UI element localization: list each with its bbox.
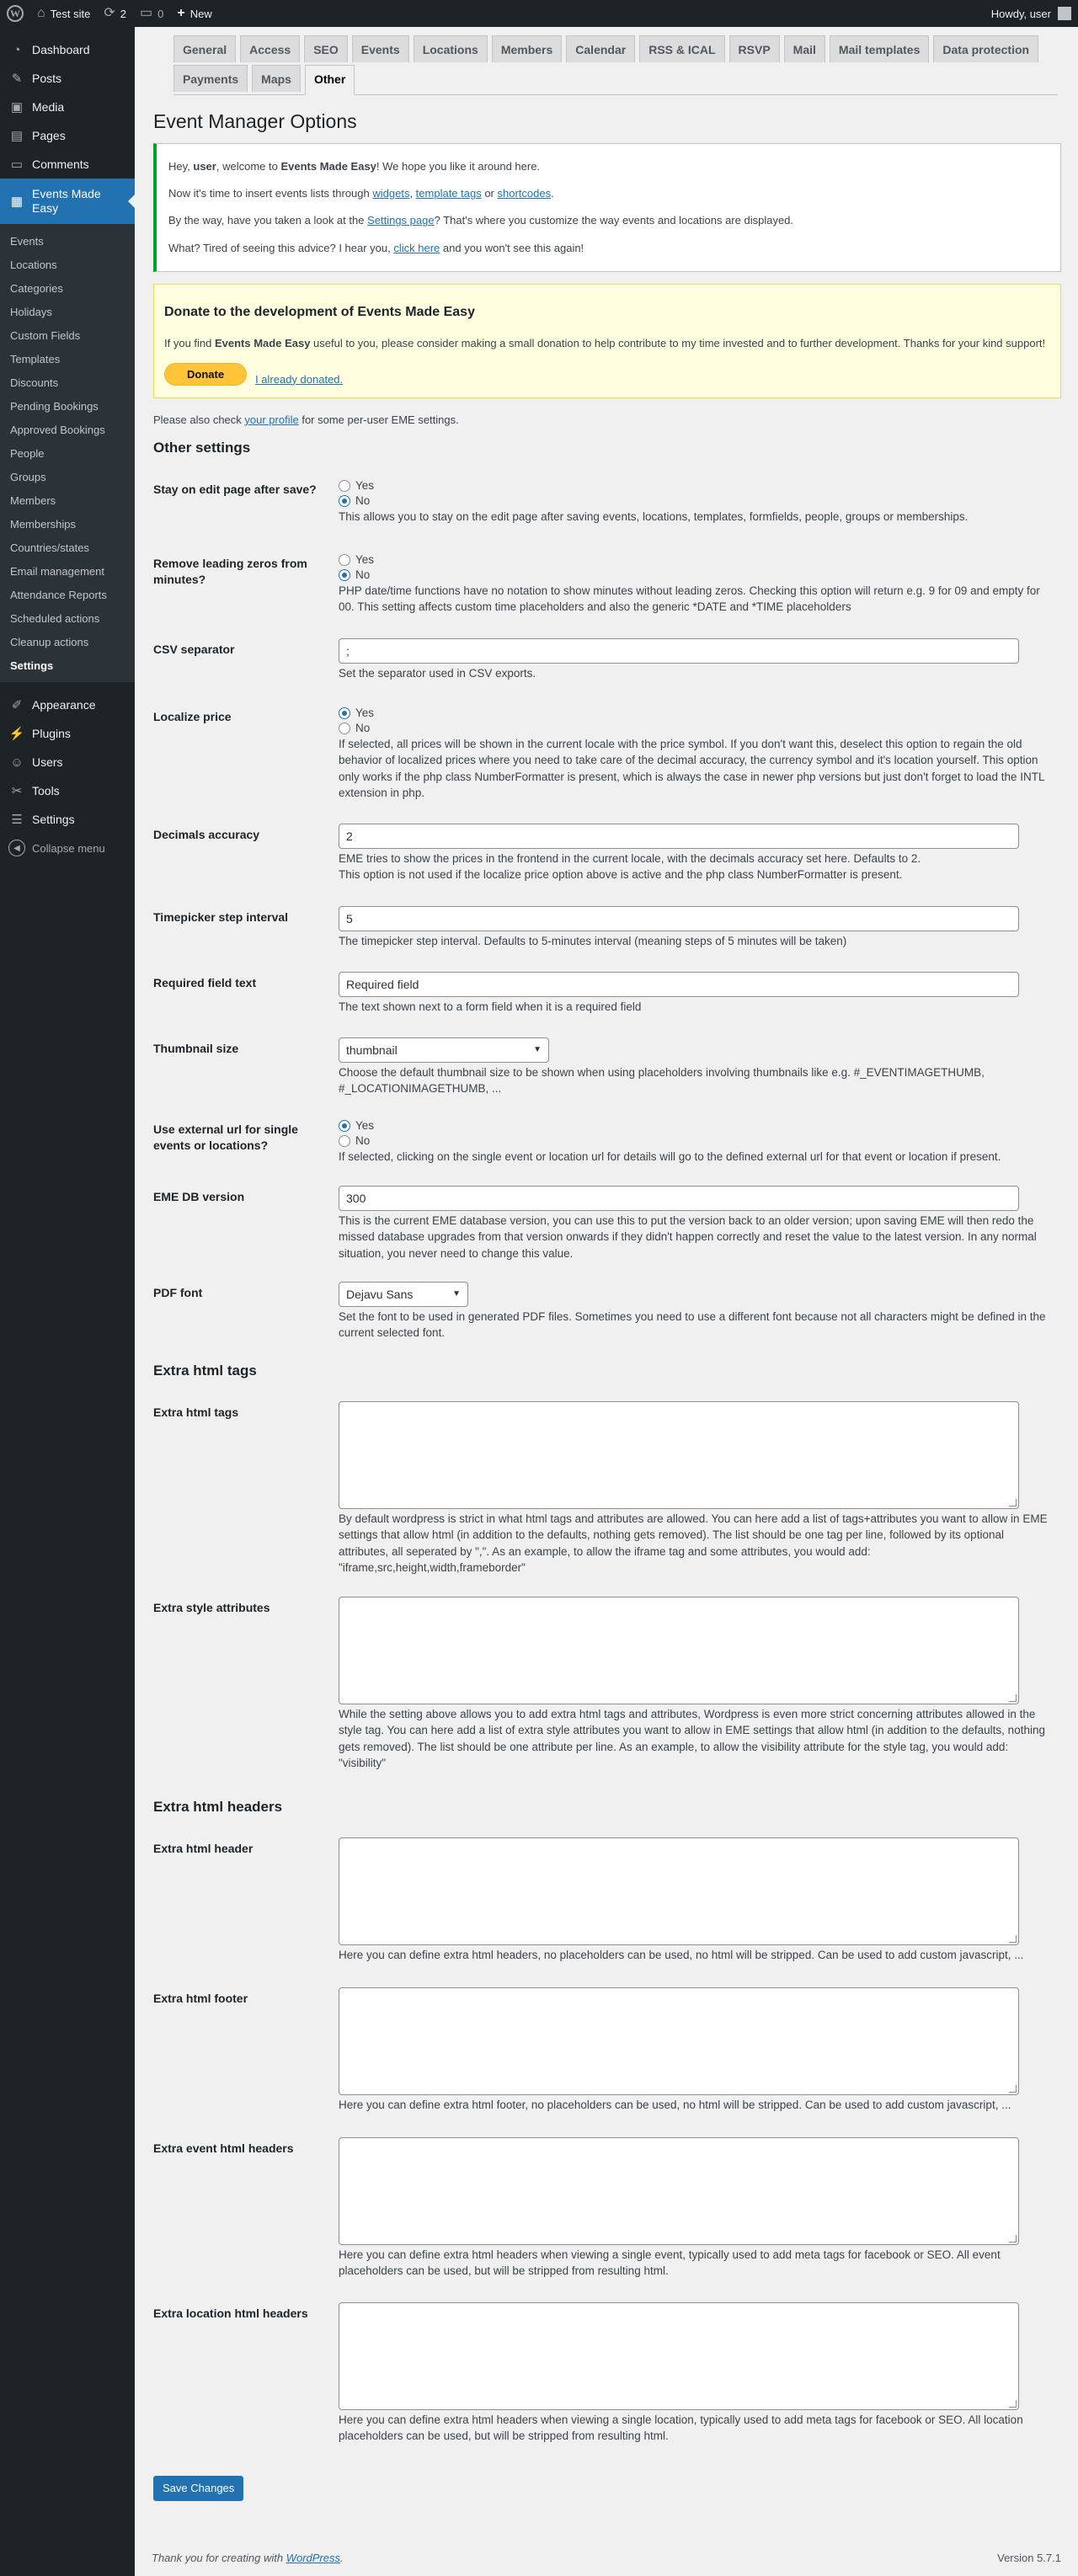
extra-event-headers-textarea[interactable] [339, 2137, 1019, 2245]
extra-location-headers-textarea[interactable] [339, 2302, 1019, 2410]
submenu-item-scheduled-actions[interactable]: Scheduled actions [10, 611, 100, 625]
tab-mail[interactable]: Mail [784, 35, 825, 62]
chevron-down-icon: ▼ [533, 1044, 542, 1054]
thumbnail-size-select[interactable] [339, 1037, 549, 1063]
submenu-item-cleanup-actions[interactable]: Cleanup actions [10, 635, 89, 648]
avatar [1058, 7, 1071, 20]
submenu-item-custom-fields[interactable]: Custom Fields [10, 328, 81, 342]
setting-description: This allows you to stay on the edit page after saving events, locations, templates, formfields, people, groups or memberships. [339, 509, 969, 523]
tab-locations[interactable]: Locations [414, 35, 488, 62]
admin-bar [0, 0, 1078, 27]
setting-extra-html-tags [153, 1395, 1061, 1590]
site-name: Test site [50, 7, 91, 20]
setting-description: Here you can define extra html headers, no placeholders can be used, no html will be stripped. Can be used to add custom javascript, ... [339, 1948, 1024, 1961]
radio-button[interactable] [339, 1120, 350, 1132]
radio-button[interactable] [339, 707, 350, 719]
admin-menu [0, 27, 135, 2576]
wordpress-link[interactable]: WordPress [286, 2552, 340, 2564]
setting-description: The timepicker step interval. Defaults to 5-minutes interval (meaning steps of 5 minutes will be taken) [339, 934, 847, 947]
template-tags-link[interactable]: template tags [415, 187, 482, 200]
radio-button[interactable] [339, 495, 350, 507]
page-title: Event Manager Options [153, 110, 357, 132]
other-settings-heading: Other settings [153, 439, 251, 456]
tab-access[interactable]: Access [240, 35, 300, 62]
timepicker-step-input[interactable]: 5 [339, 906, 1019, 931]
submenu-item-templates[interactable]: Templates [10, 352, 61, 365]
setting-label: Localize price [153, 709, 232, 723]
menu-plugins[interactable] [0, 719, 135, 748]
comment-icon: ▭ [10, 157, 24, 172]
menu-dashboard[interactable] [0, 35, 135, 64]
setting-csv-separator [153, 632, 1061, 699]
setting-localize-price [153, 699, 1061, 817]
wrench-icon: ✂ [11, 784, 23, 798]
tab-data-protection[interactable]: Data protection [933, 35, 1038, 62]
csv-separator-input[interactable]: ; [339, 638, 1019, 664]
my-account-link[interactable] [985, 0, 1078, 27]
setting-description: This option is not used if the localize price option above is active and the php class NumberFormatter is present. [339, 868, 903, 882]
setting-label: Required field text [153, 975, 257, 989]
settings-page-link[interactable]: Settings page [367, 214, 435, 227]
new-content-link[interactable] [170, 0, 218, 27]
tab-calendar[interactable]: Calendar [566, 35, 635, 62]
setting-leading-zeros [153, 546, 1061, 632]
radio-button[interactable] [339, 480, 350, 492]
welcome-line-1: Hey, user, welcome to Events Made Easy! We hope you like it around here. [168, 160, 541, 173]
extra-html-tags-heading: Extra html tags [153, 1362, 257, 1379]
setting-label: PDF font [153, 1285, 203, 1299]
media-icon: ▣ [10, 100, 24, 115]
comment-icon: ▭ [140, 6, 153, 20]
options-tabs [173, 27, 1058, 95]
extra-html-tags-textarea[interactable] [339, 1401, 1019, 1509]
site-name-link[interactable] [30, 0, 97, 27]
external-url-yes-radio[interactable]: Yes [339, 1118, 1054, 1133]
submenu-item-locations[interactable]: Locations [10, 258, 57, 271]
external-url-no-radio[interactable]: No [339, 1133, 1054, 1149]
footer-thanks: Thank you for creating with WordPress. [152, 2552, 344, 2564]
setting-description: EME tries to show the prices in the frontend in the current locale, with the decimals accuracy set here. Defaults to 2. [339, 851, 921, 865]
submenu-item-groups[interactable]: Groups [10, 470, 46, 483]
plugin-icon: ⚡ [8, 727, 25, 741]
widgets-link[interactable]: widgets [372, 187, 410, 200]
page-icon: ▤ [10, 129, 24, 143]
menu-label: Settings [32, 813, 75, 826]
menu-label: Comments [32, 157, 89, 171]
tab-events[interactable]: Events [352, 35, 409, 62]
menu-label: Users [32, 755, 63, 769]
new-label: New [189, 7, 212, 20]
setting-label: Extra style attributes [153, 1600, 270, 1614]
setting-db-version [153, 1179, 1061, 1275]
save-changes-button[interactable]: Save Changes [153, 2476, 243, 2501]
setting-label: Extra html tags [153, 1405, 239, 1419]
updates-link[interactable] [97, 0, 133, 27]
setting-description: PHP date/time functions have no notation to show minutes without leading zeros. Checking this option will return e.g. 9 for 09 and empty for 00. This setting affects custom time placeholders and also the generic *DATE and *TIME placeholders [339, 584, 1040, 614]
setting-extra-style-attributes [153, 1590, 1061, 1785]
donate-button[interactable]: Donate [164, 363, 247, 386]
setting-description: Here you can define extra html footer, no placeholders can be used, no html will be stripped. Can be used to add custom javascript, ... [339, 2098, 1011, 2111]
events-made-easy-submenu [0, 224, 135, 682]
wordpress-icon: W [7, 5, 24, 22]
welcome-line-3: By the way, have you taken a look at the Settings page? That's where you customize the way events and locations are displayed. [168, 214, 794, 227]
menu-label: Media [32, 100, 65, 114]
menu-media[interactable] [0, 93, 135, 121]
setting-label: Extra location html headers [153, 2306, 308, 2320]
setting-description: Here you can define extra html headers when viewing a single event, typically used to add meta tags for facebook or SEO. All event placeholders can be used, but will be stripped from resulting html. [339, 2248, 1001, 2278]
tab-mail-templates[interactable]: Mail templates [830, 35, 929, 62]
setting-label: CSV separator [153, 642, 235, 656]
your-profile-link[interactable]: your profile [244, 413, 299, 426]
setting-description: If selected, all prices will be shown in the current locale with the price symbol. If you don't want this, deselect this option to regain the old behavior of localized prices where you need to take care of the decimal accuracy, the currency symbol and it's location yourself. This option only works if the php class NumberFormatter is present, which is always the case in newer php versions but just don't forget to load the INTL extension in php. [339, 737, 1044, 800]
setting-label: Timepicker step interval [153, 909, 289, 924]
tab-maps[interactable]: Maps [252, 65, 301, 92]
localize-price-yes-radio[interactable]: Yes [339, 706, 1054, 721]
settings-icon: ☰ [11, 813, 23, 827]
welcome-notice [153, 143, 1061, 272]
setting-label: Stay on edit page after save? [153, 482, 317, 496]
menu-events-made-easy[interactable] [0, 179, 135, 224]
menu-label: Events Made Easy [32, 186, 101, 215]
setting-extra-event-headers [153, 2131, 1061, 2296]
menu-label: Dashboard [32, 43, 90, 56]
dashboard-icon: ◔ [13, 42, 21, 57]
setting-description: Here you can define extra html headers when viewing a single location, typically used to add meta tags for facebook or SEO. All location placeholders can be used, but will be stripped from resulting html. [339, 2413, 1023, 2443]
menu-label: Pages [32, 129, 66, 142]
setting-stay-on-edit [153, 472, 1061, 546]
setting-required-field-text [153, 965, 1061, 1031]
tab-members[interactable]: Members [492, 35, 562, 62]
updates-icon: ⟳ [104, 6, 115, 20]
donate-text: If you find Events Made Easy useful to you, please consider making a small donation to help contribute to my time invested and to further development. Thanks for your kind support! [164, 336, 1046, 349]
footer [152, 2552, 1061, 2564]
submenu-item-settings[interactable]: Settings [10, 659, 54, 672]
setting-description: By default wordpress is strict in what html tags and attributes are allowed. You can here add a list of tags+attributes you want to allow in EME settings that allow html (in addition to the defaults, nothing gets removed). The list should be one tag per line, followed by its optional attributes, all seperated by ",". As an example, to allow the iframe tag and some attributes, you would add: "iframe,src,height,width,frameborder" [339, 1512, 1048, 1575]
menu-settings[interactable] [0, 805, 135, 834]
setting-extra-html-header [153, 1831, 1061, 1981]
menu-comments[interactable] [0, 150, 135, 179]
setting-description: If selected, clicking on the single event or location url for details will go to the defined external url for that event or location if present. [339, 1149, 1001, 1163]
localize-price-no-radio[interactable]: No [339, 721, 1054, 736]
setting-label: EME DB version [153, 1189, 245, 1203]
extra-html-header-textarea[interactable] [339, 1837, 1019, 1945]
donate-title: Donate to the development of Events Made Easy [164, 304, 475, 319]
submenu-item-pending-bookings[interactable]: Pending Bookings [10, 399, 99, 413]
setting-description: The text shown next to a form field when it is a required field [339, 1000, 642, 1013]
submenu-item-email-management[interactable]: Email management [10, 564, 104, 578]
comments-link[interactable] [133, 0, 170, 27]
submenu-item-countries-states[interactable]: Countries/states [10, 541, 89, 554]
menu-label: Posts [32, 72, 62, 85]
submenu-item-approved-bookings[interactable]: Approved Bookings [10, 423, 105, 436]
submenu-item-events[interactable]: Events [10, 234, 44, 248]
radio-button[interactable] [339, 569, 350, 581]
tab-seo[interactable]: SEO [304, 35, 348, 62]
setting-label: Thumbnail size [153, 1041, 239, 1055]
user-icon: ☺ [10, 755, 24, 770]
footer-version: Version 5.7.1 [997, 2552, 1061, 2564]
tab-payments[interactable]: Payments [173, 65, 248, 92]
setting-description: This is the current EME database version, you can use this to put the version back to an older version; upon saving EME will then redo the missed database upgrades from that version onwards if they didn't happen correctly and reset the value to the latest version. In any normal situation, you never need to change this value. [339, 1213, 1037, 1260]
menu-tools[interactable] [0, 776, 135, 805]
donate-box [153, 284, 1061, 398]
setting-pdf-font [153, 1275, 1061, 1349]
decimals-accuracy-input[interactable]: 2 [339, 824, 1019, 849]
plus-icon: + [177, 6, 185, 20]
welcome-line-2: Now it's time to insert events lists through widgets, template tags or shortcodes. [168, 187, 554, 200]
shortcodes-link[interactable]: shortcodes [497, 187, 552, 200]
tab-rss-ical[interactable]: RSS & ICAL [639, 35, 724, 62]
setting-label: Extra event html headers [153, 2141, 294, 2155]
submenu-item-memberships[interactable]: Memberships [10, 517, 77, 531]
comments-count: 0 [157, 7, 164, 20]
collapse-label: Collapse menu [32, 841, 105, 855]
pin-icon: ✎ [11, 72, 23, 86]
menu-users[interactable] [0, 748, 135, 776]
main-content [135, 27, 1078, 2576]
radio-button[interactable] [339, 554, 350, 566]
radio-button[interactable] [339, 723, 350, 734]
setting-description: Set the separator used in CSV exports. [339, 666, 536, 680]
already-donated-link[interactable]: I already donated. [255, 372, 344, 386]
setting-description: Set the font to be used in generated PDF files. Sometimes you need to use a different font because not all characters might be defined in the current selected font. [339, 1309, 1046, 1340]
extra-html-footer-textarea[interactable] [339, 1987, 1019, 2095]
setting-label: Extra html header [153, 1841, 253, 1855]
db-version-input[interactable]: 300 [339, 1186, 1019, 1211]
hide-advice-link[interactable]: click here [393, 241, 440, 254]
submenu-item-attendance-reports[interactable]: Attendance Reports [10, 588, 107, 601]
setting-description: Choose the default thumbnail size to be shown when using placeholders involving thumbnails like e.g. #_EVENTIMAGETHUMB, #_LOCATIONIMAGETHUMB, ... [339, 1065, 985, 1096]
submenu-item-members[interactable]: Members [10, 493, 56, 507]
pdf-font-select[interactable] [339, 1282, 468, 1307]
setting-extra-html-footer [153, 1981, 1061, 2131]
setting-decimals-accuracy [153, 817, 1061, 899]
menu-label: Tools [32, 784, 60, 797]
select-value: Dejavu Sans [346, 1287, 414, 1301]
profile-note: Please also check your profile for some per-user EME settings. [153, 413, 459, 426]
menu-appearance[interactable] [0, 691, 135, 719]
setting-extra-location-headers [153, 2296, 1061, 2464]
setting-label: Extra html footer [153, 1991, 248, 2005]
stay-on-edit-no-radio[interactable]: No [339, 493, 1054, 509]
leading-zeros-no-radio[interactable]: No [339, 568, 1054, 583]
extra-html-headers-heading: Extra html headers [153, 1798, 283, 1815]
setting-label: Use external url for single events or locations? [153, 1122, 298, 1152]
setting-description: While the setting above allows you to add extra html tags and attributes, Wordpress is even more strict concerning attributes allowed in the style tag. You can here add a list of extra style attributes you want to allow in EME settings that allow html (in addition to the defaults, nothing gets removed). The list should be one attribute per line. As an example, to allow the visibility attribute for the style tag, you would add: "visibility" [339, 1707, 1045, 1770]
select-value: thumbnail [346, 1043, 398, 1057]
welcome-line-4: What? Tired of seeing this advice? I hear you, click here and you won't see this again! [168, 241, 584, 254]
howdy-text: Howdy, user [990, 7, 1051, 20]
menu-pages[interactable] [0, 121, 135, 150]
brush-icon: ✐ [11, 698, 23, 712]
submenu-item-categories[interactable]: Categories [10, 281, 63, 295]
leading-zeros-yes-radio[interactable]: Yes [339, 552, 1054, 568]
menu-label: Appearance [32, 698, 96, 712]
home-icon: ⌂ [37, 6, 45, 20]
tab-other[interactable]: Other [305, 65, 355, 95]
setting-thumbnail-size [153, 1031, 1061, 1112]
wordpress-logo-menu[interactable] [0, 0, 30, 27]
setting-label: Decimals accuracy [153, 827, 260, 841]
setting-label: Remove leading zeros from minutes? [153, 556, 307, 586]
tab-rsvp[interactable]: RSVP [729, 35, 780, 62]
submenu-item-holidays[interactable]: Holidays [10, 305, 52, 318]
updates-count: 2 [120, 7, 126, 20]
collapse-menu-button[interactable] [0, 834, 135, 862]
radio-button[interactable] [339, 1135, 350, 1147]
chevron-down-icon: ▼ [452, 1288, 461, 1299]
setting-timepicker-step [153, 899, 1061, 965]
calendar-icon: ▦ [10, 195, 24, 209]
menu-label: Plugins [32, 727, 71, 740]
setting-external-url [153, 1112, 1061, 1179]
required-field-text-input[interactable]: Required field [339, 972, 1019, 997]
stay-on-edit-yes-radio[interactable]: Yes [339, 478, 1054, 493]
tab-general[interactable]: General [173, 35, 236, 62]
submenu-item-people[interactable]: People [10, 446, 45, 460]
menu-posts[interactable] [0, 64, 135, 93]
extra-style-attributes-textarea[interactable] [339, 1597, 1019, 1704]
collapse-icon: ◀ [8, 840, 25, 856]
submenu-item-discounts[interactable]: Discounts [10, 376, 59, 389]
